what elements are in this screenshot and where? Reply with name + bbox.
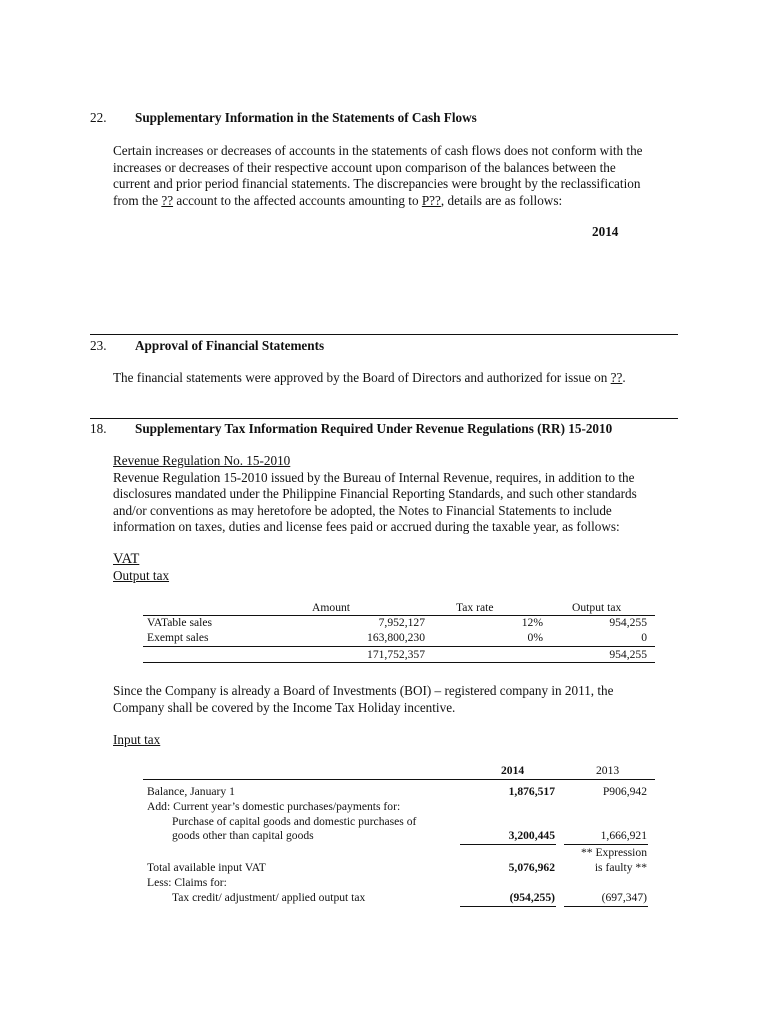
year-2014-header: 2014: [592, 224, 619, 239]
exempt-sales-output-tax: 0: [641, 631, 647, 644]
paragraph-line: Company shall be covered by the Income Tax Holiday incentive.: [113, 699, 456, 715]
balance-2014: 1,876,517: [508, 785, 555, 798]
placeholder-date: ??: [610, 370, 623, 385]
paragraph-line: current and prior period financial statements. The discrepancies were brought by the reclassification: [113, 176, 641, 191]
text-fragment: .: [622, 370, 626, 385]
placeholder-account: ??: [161, 192, 174, 208]
add-label: Add: Current year’s domestic purchases/payments for:: [147, 800, 401, 813]
balance-2013: P906,942: [602, 785, 647, 798]
input-tax-heading: Input tax: [113, 732, 161, 747]
column-header-tax-rate: Tax rate: [456, 601, 494, 614]
vatable-sales-output-tax: 954,255: [609, 616, 647, 629]
table-rule: [143, 662, 655, 663]
exempt-sales-amount: 163,800,230: [367, 631, 425, 644]
expression-error-line1: ** Expression: [580, 846, 647, 859]
less-claims-label: Less: Claims for:: [147, 876, 227, 889]
total-input-vat-2014: 5,076,962: [508, 861, 555, 874]
text-fragment: account to the affected accounts amounting to: [173, 192, 422, 208]
tax-credit-label: Tax credit/ adjustment/ applied output tax: [172, 891, 366, 904]
revenue-regulation-subheading: Revenue Regulation No. 15-2010: [113, 453, 291, 468]
paragraph-line: [113, 193, 673, 210]
balance-label: Balance, January 1: [147, 785, 235, 798]
total-output-tax: 954,255: [609, 648, 647, 661]
section-23-title: Approval of Financial Statements: [135, 338, 325, 353]
section-18-title: Supplementary Tax Information Required Under Revenue Regulations (RR) 15-2010: [135, 421, 613, 436]
section-23-number: 23.: [90, 338, 107, 353]
row-label-vatable-sales: VATable sales: [147, 616, 212, 629]
table-rule: [143, 646, 655, 647]
year-2013-column-header: 2013: [596, 764, 620, 777]
expression-error-line2: is faulty **: [594, 861, 647, 874]
tax-credit-2014: (954,255): [509, 891, 555, 904]
column-header-amount: Amount: [312, 601, 351, 614]
subtotal-rule: [564, 906, 648, 907]
purchases-2014: 3,200,445: [508, 829, 555, 842]
vat-heading: VAT: [113, 551, 140, 567]
section-22-paragraph: [113, 143, 673, 209]
purchases-label-line2: goods other than capital goods: [172, 829, 314, 842]
paragraph-line: and/or conventions as may heretofore be adopted, the Notes to Financial Statements to include: [113, 502, 612, 518]
total-amount: 171,752,357: [367, 648, 425, 661]
exempt-sales-rate: 0%: [527, 631, 543, 644]
purchases-label-line1: Purchase of capital goods and domestic purchases of: [172, 815, 417, 828]
year-2014-column-header: 2014: [501, 764, 525, 777]
text-fragment: , details are as follows:: [440, 192, 563, 208]
tax-credit-2013: (697,347): [601, 891, 647, 904]
column-header-output-tax: Output tax: [572, 601, 622, 614]
boi-paragraph: [113, 683, 673, 716]
section-22-title: Supplementary Information in the Statements of Cash Flows: [135, 110, 477, 125]
placeholder-amount: P??: [421, 192, 441, 208]
purchases-2013: 1,666,921: [600, 829, 647, 842]
row-label-exempt-sales: Exempt sales: [147, 631, 209, 644]
subtotal-rule: [460, 844, 556, 845]
section-divider: [90, 418, 678, 419]
paragraph-line: increases or decreases of their respective account upon comparison of the balances between the: [113, 159, 616, 175]
section-divider: [90, 334, 678, 335]
paragraph-line: Certain increases or decreases of accounts in the statements of cash flows does not conform with the: [113, 143, 643, 158]
paragraph-line: Since the Company is already a Board of Investments (BOI) – registered company in 2011, the: [113, 683, 614, 698]
output-tax-heading: Output tax: [113, 568, 170, 583]
text-fragment: from the: [113, 192, 162, 208]
paragraph-line: disclosures mandated under the Philippine Financial Reporting Standards, and such other standards: [113, 486, 637, 501]
section-22-number: 22.: [90, 110, 107, 125]
section-23-paragraph: [113, 370, 673, 387]
subtotal-rule: [460, 906, 556, 907]
vatable-sales-rate: 12%: [521, 616, 543, 629]
vatable-sales-amount: 7,952,127: [378, 616, 425, 629]
paragraph-line: information on taxes, duties and license fees paid or accrued during the taxable year, as follows:: [113, 519, 620, 534]
section-18-paragraph: [113, 453, 673, 536]
subtotal-rule: [564, 844, 648, 845]
paragraph-line: Revenue Regulation 15-2010 issued by the Bureau of Internal Revenue, requires, in addition to the: [113, 469, 635, 485]
text-fragment: The financial statements were approved by the Board of Directors and authorized for issue on: [113, 370, 611, 385]
section-18-number: 18.: [90, 421, 107, 436]
table-rule: [143, 779, 655, 780]
total-input-vat-label: Total available input VAT: [147, 861, 266, 874]
